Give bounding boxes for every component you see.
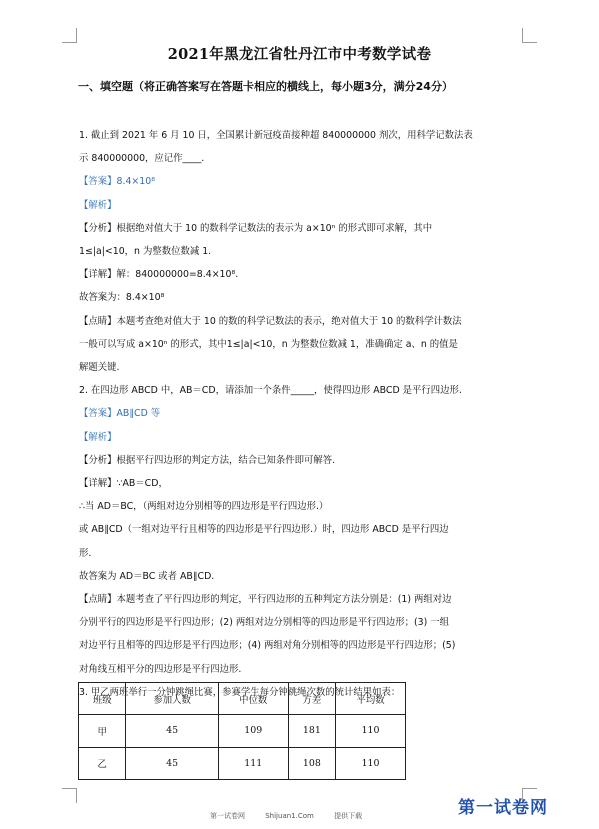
q2-dianjing-line-1: 【点睛】本题考查了平行四边形的判定，平行四边形的五种判定方法分别是：(1) 两组对边 (79, 594, 452, 606)
table-header-cell: 方差 (288, 683, 335, 715)
table-row (79, 747, 406, 779)
table-cell: 108 (288, 747, 335, 779)
q1-dianjing-line-3: 解题关键. (79, 362, 120, 374)
table-cell: 甲 (79, 715, 126, 747)
table-row (79, 715, 406, 747)
q2-dianjing-line-2: 分别平行的四边形是平行四边形；(2) 两组对边分别相等的四边形是平行四边形；(3) 一组 (79, 617, 450, 629)
q2-answer: 【答案】AB∥CD 等 (79, 408, 161, 420)
q1-jiexi-label: 【解析】 (79, 199, 117, 211)
q1-xiangjie-line-1: 【详解】解：840000000=8.4×10⁸. (79, 269, 239, 281)
table-cell: 45 (126, 715, 218, 747)
table-header-cell: 参加人数 (126, 683, 218, 715)
crop-mark-top-left (62, 28, 77, 43)
q1-fenxi-line-1: 【分析】根据绝对值大于 10 的数科学记数法的表示为 a×10ⁿ 的形式即可求解，其中 (79, 222, 433, 234)
table-cell: 181 (288, 715, 335, 747)
q2-xiangjie-line-5: 故答案为 AD＝BC 或者 AB∥CD. (79, 570, 215, 582)
q2-xiangjie-line-1: 【详解】∵AB＝CD， (79, 478, 168, 490)
table-cell: 111 (218, 747, 288, 779)
q2-stem-line-1: 2. 在四边形 ABCD 中，AB＝CD，请添加一个条件_____，使得四边形 ABCD 是平行四边形. (79, 385, 462, 397)
q2-dianjing-line-3: 对边平行且相等的四边形是平行四边形；(4) 两组对角分别相等的四边形是平行四边形；(5) (79, 640, 456, 652)
q2-xiangjie-line-4: 形. (79, 547, 92, 559)
q1-answer: 【答案】8.4×10⁸ (79, 176, 155, 188)
crop-mark-top-right (522, 28, 537, 43)
footer-site-name: 第一试卷网 (210, 812, 245, 820)
document-body (79, 124, 525, 704)
footer-download-text: 提供下载 (334, 812, 363, 820)
table-cell: 乙 (79, 747, 126, 779)
statistics-table (78, 682, 406, 780)
page-footer (210, 811, 380, 821)
q2-fenxi: 【分析】根据平行四边形的判定方法，结合已知条件即可解答. (79, 454, 336, 466)
q1-dianjing-line-1: 【点睛】本题考查绝对值大于 10 的数的科学记数法的表示，绝对值大于 10 的数科学计数法 (79, 315, 462, 327)
table-header-row (79, 683, 406, 715)
q2-xiangjie-line-2: ∴当 AD＝BC，（两组对边分别相等的四边形是平行四边形.） (79, 501, 329, 513)
footer-site-url: Shijuan1.Com (265, 812, 314, 820)
table-cell: 110 (336, 715, 406, 747)
table-header-cell: 班级 (79, 683, 126, 715)
q2-jiexi-label: 【解析】 (79, 431, 117, 443)
table-cell: 110 (336, 747, 406, 779)
q1-stem-line-1: 1. 截止到 2021 年 6 月 10 日，全国累计新冠疫苗接种超 840000000 剂次，用科学记数法表 (79, 130, 473, 141)
q2-dianjing-line-4: 对角线互相平分的四边形是平行四边形. (79, 663, 242, 675)
document-title: 2021年黑龙江省牡丹江市中考数学试卷 (167, 46, 432, 63)
table-cell: 109 (218, 715, 288, 747)
brand-watermark: 第一试卷网 (458, 798, 548, 818)
q1-fenxi-line-2: 1≤|a|<10，n 为整数位数减 1. (79, 246, 212, 258)
crop-mark-bottom-left (62, 788, 77, 803)
q1-xiangjie-line-2: 故答案为：8.4×10⁸ (79, 292, 165, 304)
q2-xiangjie-line-3: 或 AB∥CD（一组对边平行且相等的四边形是平行四边形.）时，四边形 ABCD 是平行四边 (79, 524, 449, 536)
table-header-cell: 中位数 (218, 683, 288, 715)
table-cell: 45 (126, 747, 218, 779)
table-header-cell: 平均数 (336, 683, 406, 715)
q3-stem-line-1: 3. 甲乙两班举行一分钟跳绳比赛，参赛学生每分钟跳绳次数的统计结果如表： (79, 686, 401, 698)
q1-dianjing-line-2: 一般可以写成 a×10ⁿ 的形式，其中1≤|a|<10，n 为整数位数减 1，准确确定 a、n 的值是 (79, 338, 458, 350)
section-heading: 一、填空题（将正确答案写在答题卡相应的横线上，每小题3分，满分24分） (78, 80, 453, 93)
q1-stem-line-2: 示 840000000，应记作____. (79, 153, 205, 165)
